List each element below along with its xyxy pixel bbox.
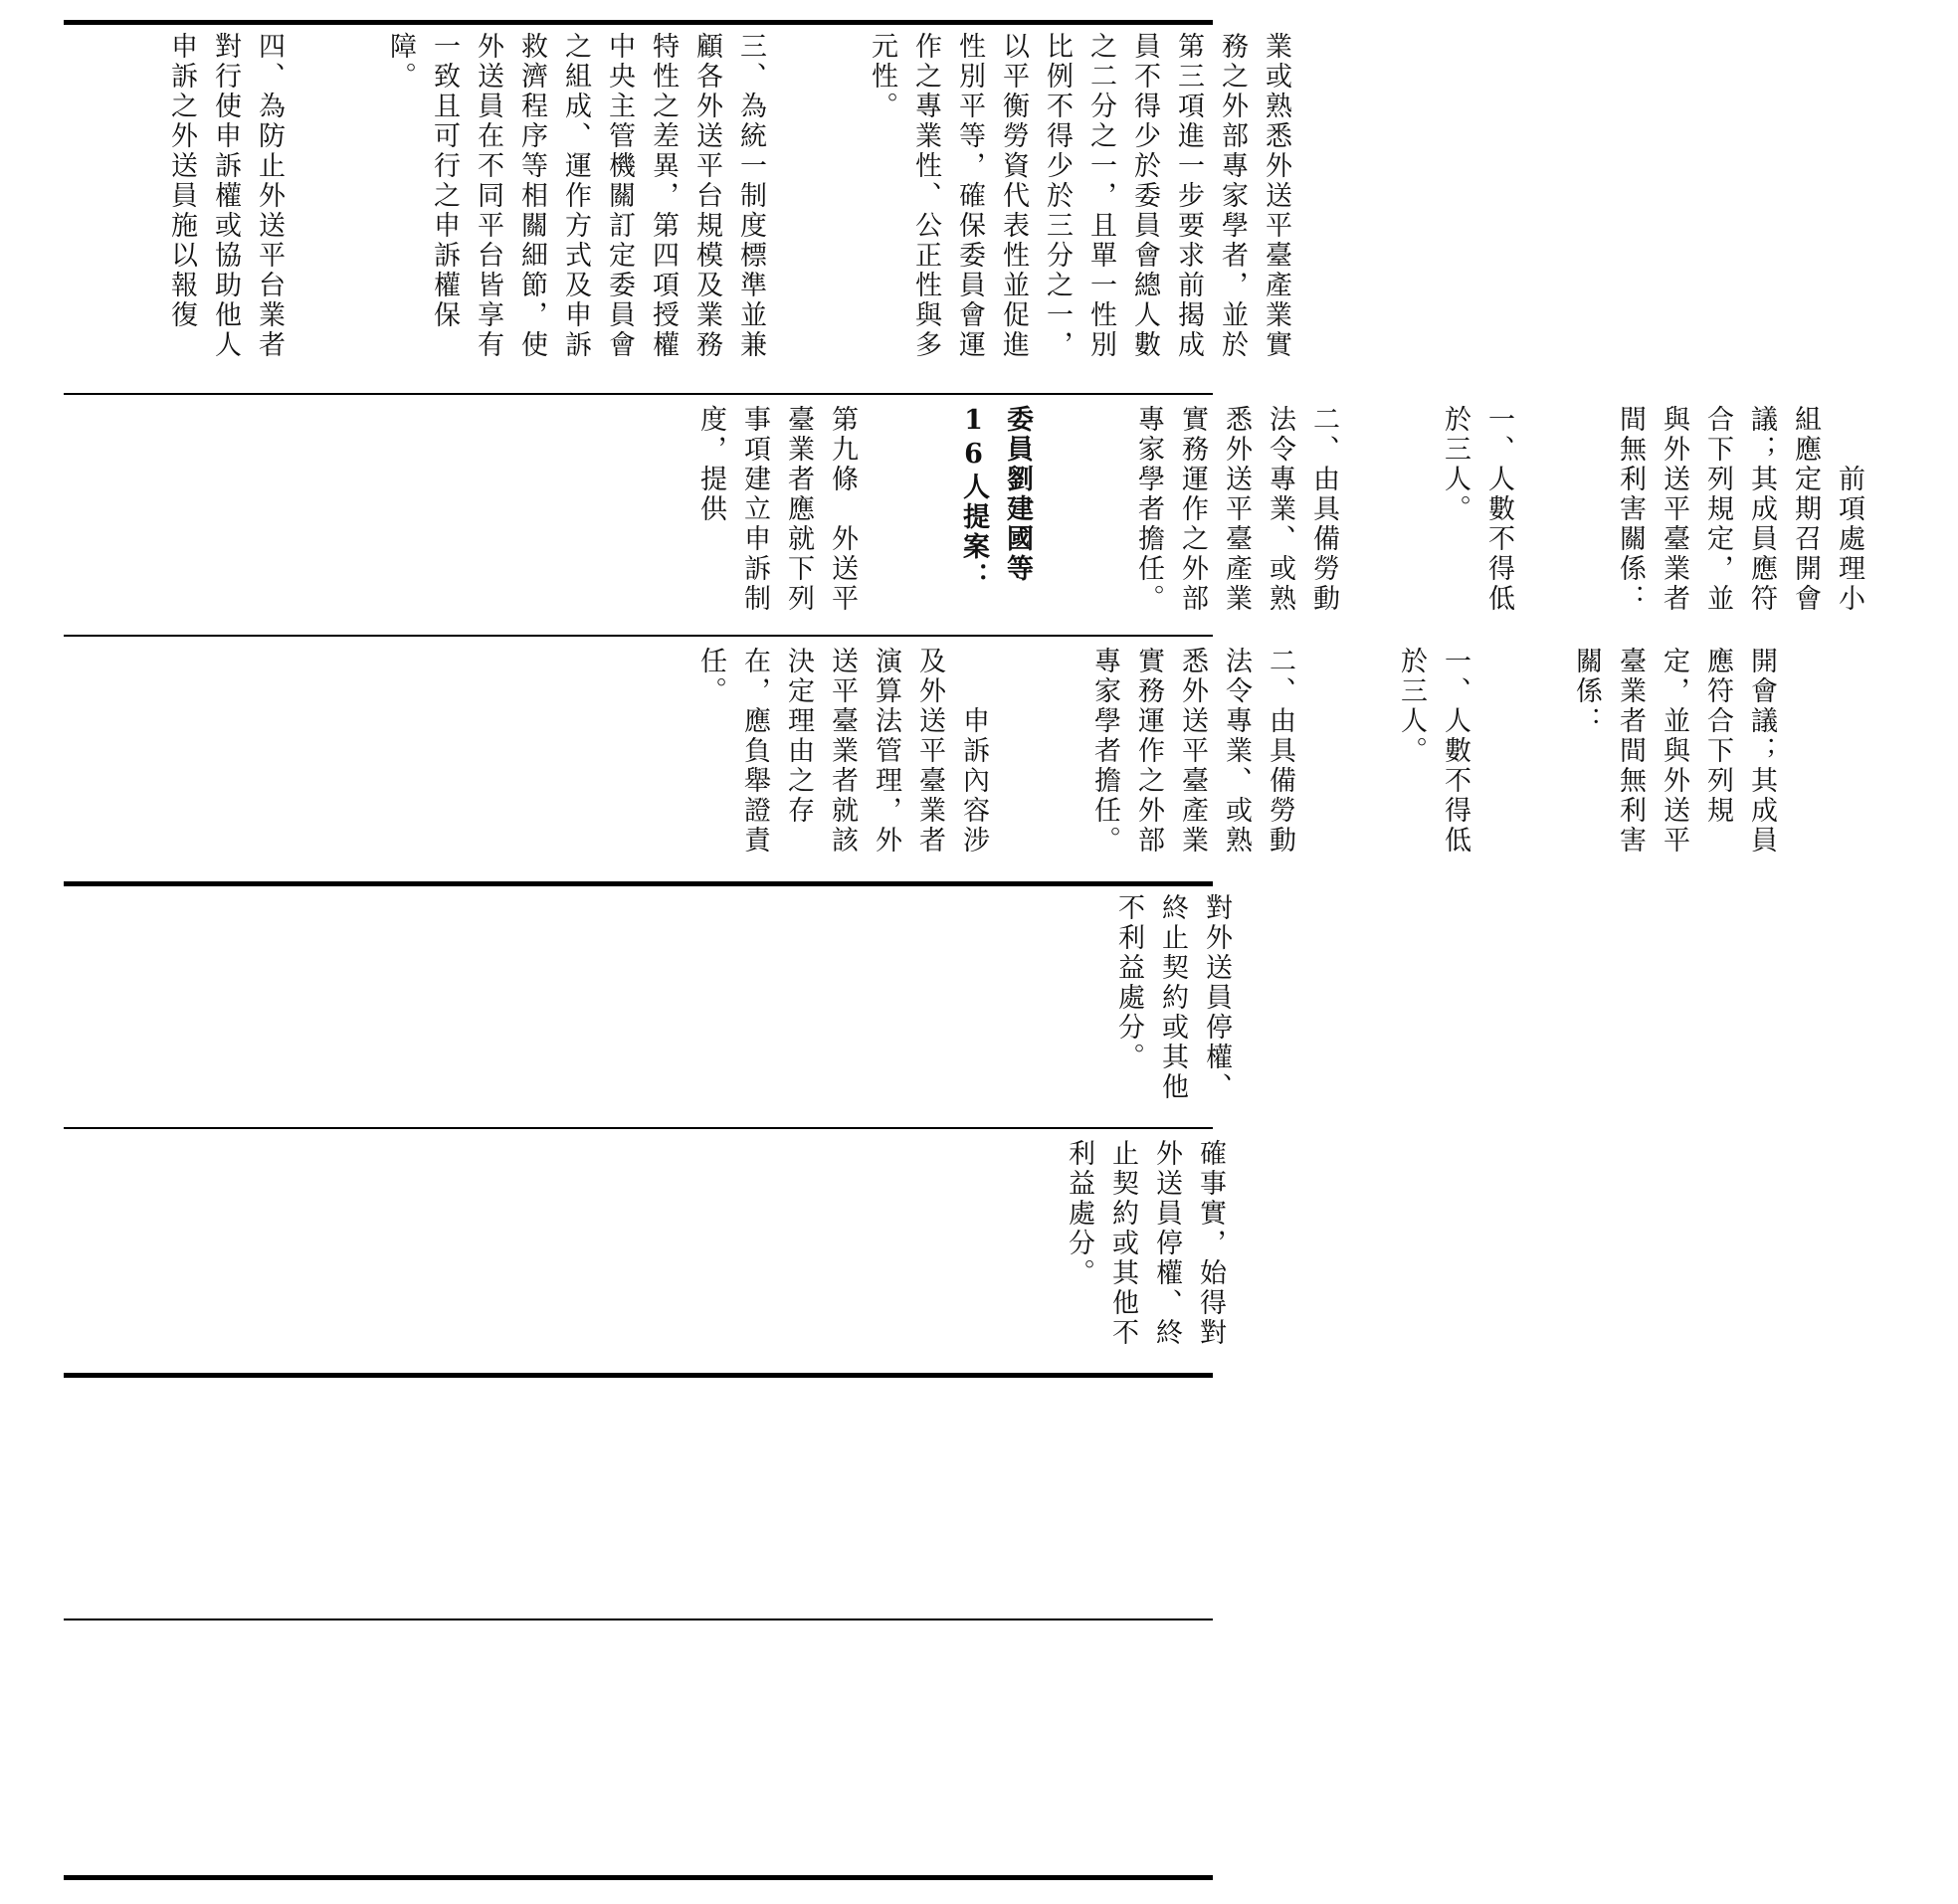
table-cell-proposal-b	[601, 647, 1777, 875]
row-divider-5	[64, 1373, 1213, 1378]
row-divider-2	[64, 635, 1213, 637]
table-cell-explanation	[72, 32, 1291, 388]
table-cell-current-a	[1019, 893, 1232, 1120]
paragraph: 確事實，始得對外送員停權、終止契約或其他不利益處分。	[1064, 1139, 1226, 1348]
table-cell-current-b	[969, 1139, 1226, 1366]
paragraph: 前項處理小組應定期召開會議；其成員應符合下列規定，並與外送平臺業者間無利害關係：	[1615, 405, 1864, 614]
paragraph: 一、人數不得低於三人。	[1440, 405, 1514, 614]
table-cell-proposal-a	[601, 405, 1864, 630]
bottom-rule	[64, 1875, 1213, 1880]
row-divider-4	[64, 1127, 1213, 1129]
paragraph: 四、為防止外送平台業者對行使申訴權或協助他人申訴之外送員施以報復	[166, 32, 285, 360]
paragraph: 對外送員停權、終止契約或其他不利益處分。	[1113, 893, 1232, 1102]
paragraph: 業或熟悉外送平臺產業實務之外部專家學者，並於第三項進一步要求前揭成員不得少於委員會總人數之二分之一，且單一性別比例不得少於三分之一，以平衡勞資代表性並促進性別平等，確保委員會運作之專業性、公正性與多元性。	[867, 32, 1291, 360]
row-divider-6	[64, 1618, 1213, 1620]
top-rule	[64, 20, 1213, 25]
paragraph: 三、為統一制度標準並兼顧各外送平台規模及業務特性之差異，第四項授權中央主管機關訂定委員會之組成、運作方式及申訴救濟程序等相關細節，使外送員在不同平台皆享有一致且可行之申訴權保障。	[385, 32, 766, 360]
row-divider-1	[64, 393, 1213, 395]
paragraph: 二、由具備勞動法令專業、或熟悉外送平臺產業實務運作之外部專家學者擔任。	[1133, 405, 1339, 614]
row-divider-3	[64, 881, 1213, 886]
proposal-heading: 委員劉建國等16人提案：	[958, 405, 1033, 592]
paragraph: 二、由具備勞動法令專業、或熟悉外送平臺產業實務運作之外部專家學者擔任。	[1089, 647, 1295, 856]
paragraph: 第九條 外送平臺業者應就下列事項建立申訴制度，提供	[695, 405, 858, 614]
paragraph: 一、人數不得低於三人。	[1396, 647, 1470, 856]
paragraph: 申訴內容涉及外送平臺業者演算法管理，外送平臺業者就該決定理由之存在，應負舉證責任。	[695, 647, 989, 856]
paragraph: 開會議；其成員應符合下列規定，並與外送平臺業者間無利害關係：	[1571, 647, 1777, 856]
document-table	[64, 20, 1864, 1880]
